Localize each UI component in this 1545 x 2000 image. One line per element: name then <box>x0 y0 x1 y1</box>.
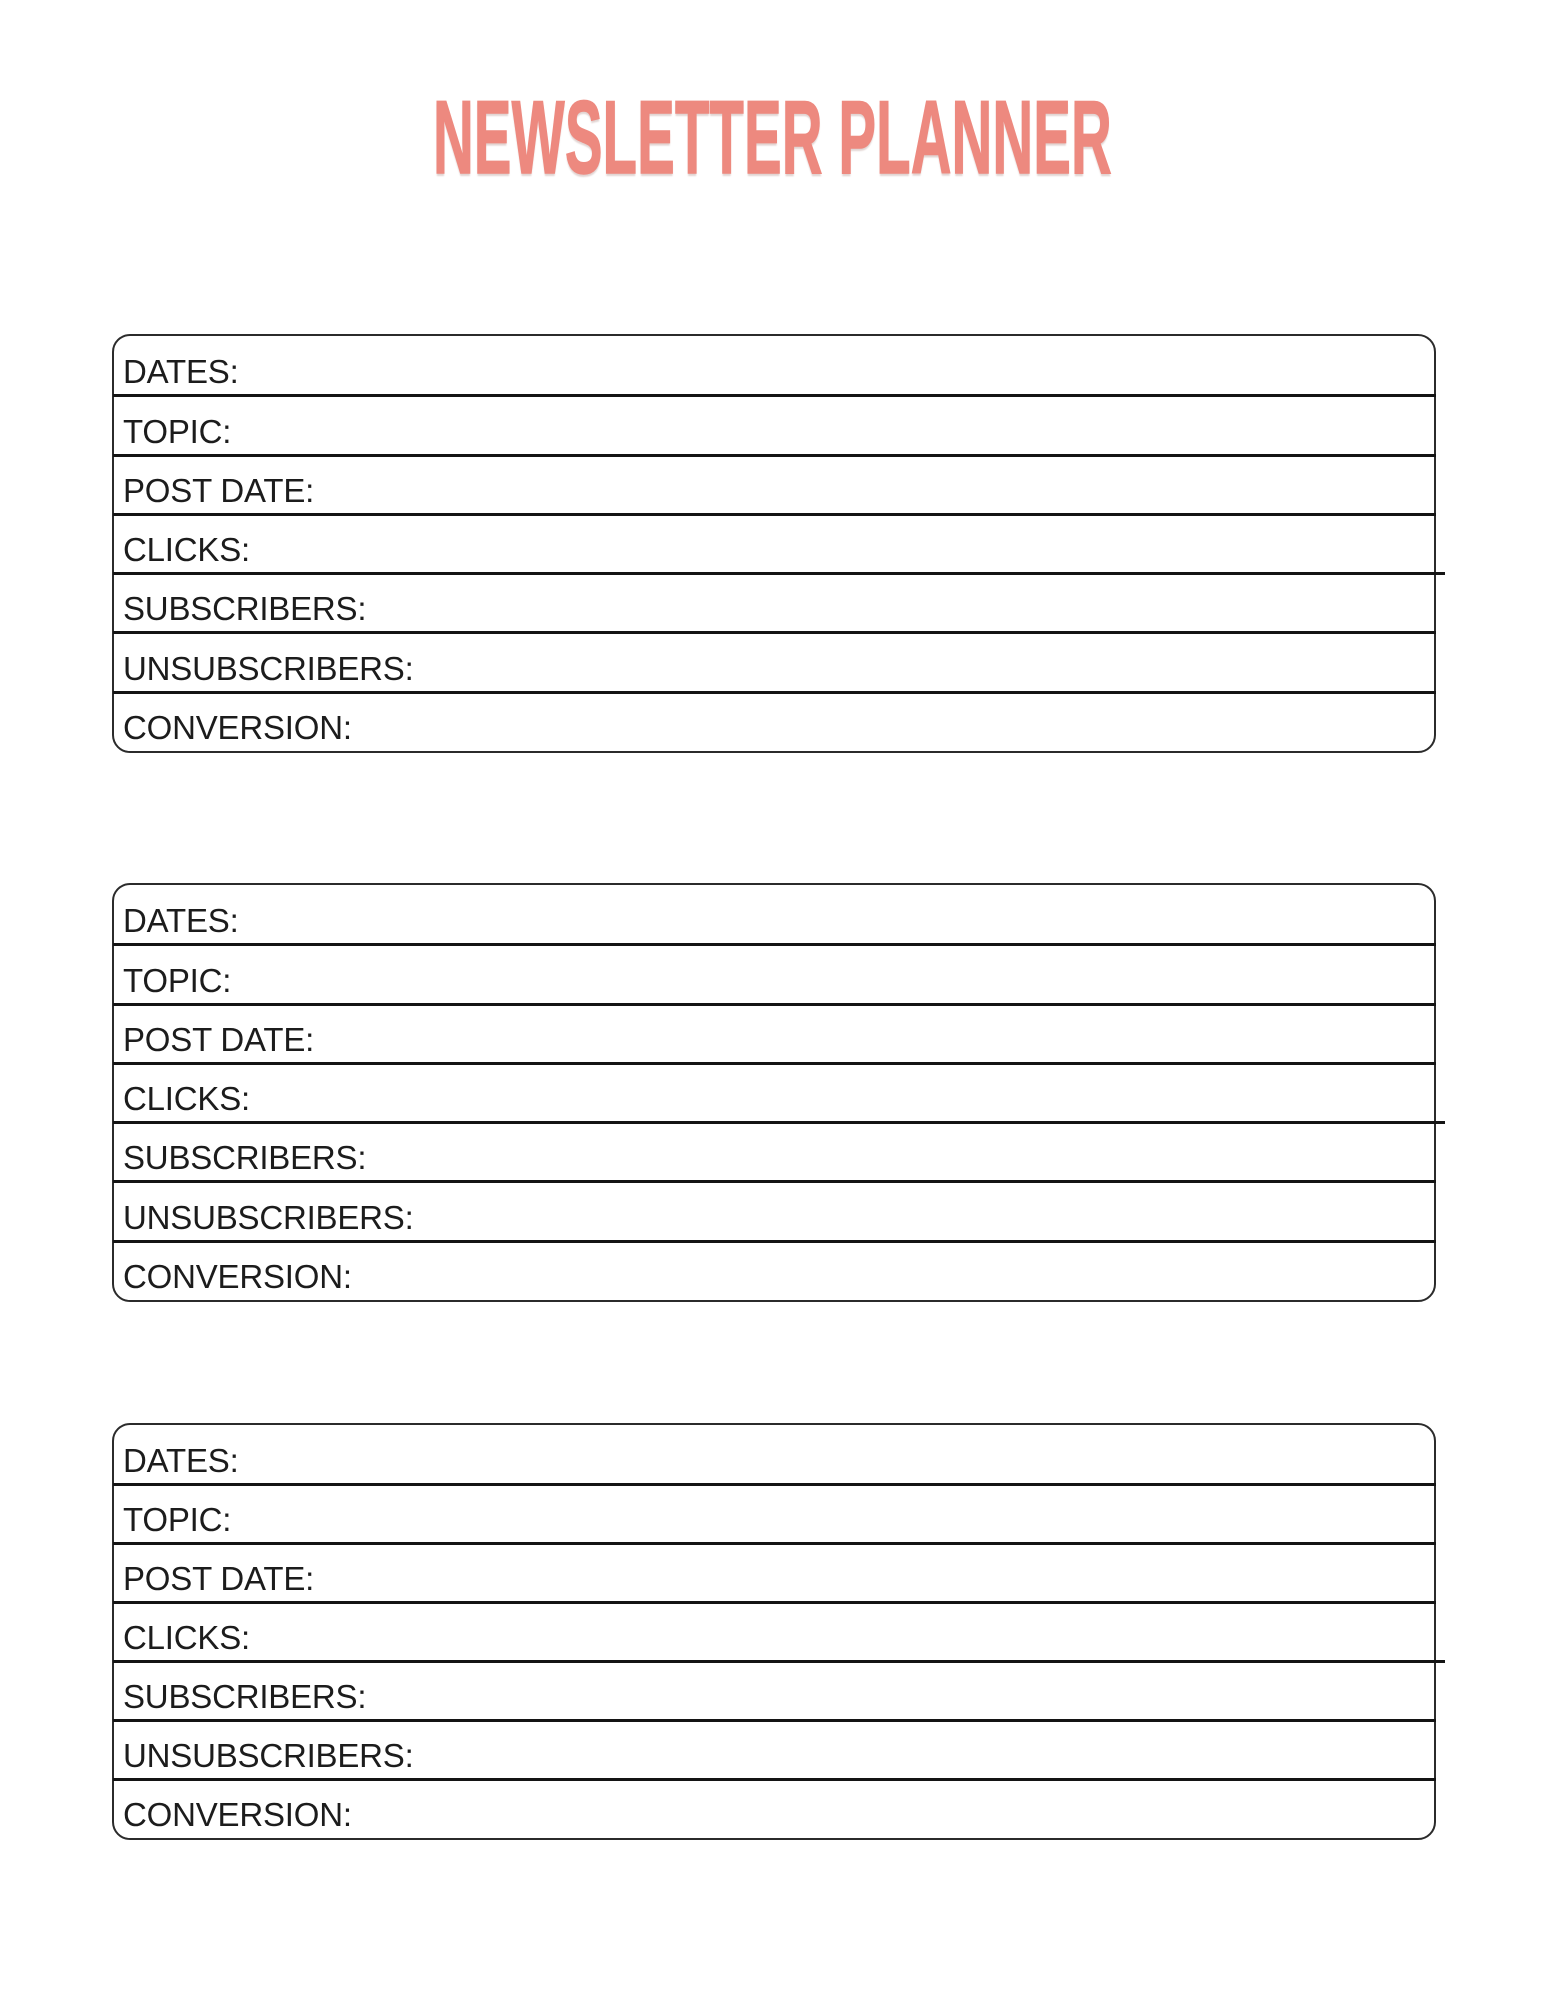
row-unsubscribers <box>114 1720 1434 1779</box>
unsubscribers-label: UNSUBSCRIBERS: <box>123 649 414 687</box>
unsubscribers-input[interactable] <box>414 1181 1422 1236</box>
topic-label: TOPIC: <box>123 961 232 999</box>
conversion-input[interactable] <box>352 692 1422 747</box>
dates-label: DATES: <box>123 902 239 940</box>
unsubscribers-input[interactable] <box>414 1720 1422 1775</box>
page-header <box>0 80 1545 196</box>
row-topic <box>114 944 1434 1003</box>
topic-label: TOPIC: <box>123 412 232 450</box>
post-date-input[interactable] <box>314 455 1422 510</box>
unsubscribers-label: UNSUBSCRIBERS: <box>123 1198 414 1236</box>
row-post-date <box>114 455 1434 514</box>
dates-input[interactable] <box>239 885 1422 940</box>
row-dates <box>114 1425 1434 1484</box>
row-unsubscribers <box>114 1181 1434 1240</box>
dates-label: DATES: <box>123 1442 239 1479</box>
clicks-input[interactable] <box>250 1602 1422 1657</box>
row-clicks <box>114 1063 1434 1122</box>
row-subscribers <box>114 1661 1434 1720</box>
subscribers-label: SUBSCRIBERS: <box>123 590 367 628</box>
topic-input[interactable] <box>231 395 1422 450</box>
post-date-input[interactable] <box>314 1004 1422 1059</box>
row-subscribers <box>114 1122 1434 1181</box>
subscribers-input[interactable] <box>366 1661 1422 1716</box>
post-date-label: POST DATE: <box>123 471 315 509</box>
row-post-date <box>114 1004 1434 1063</box>
clicks-label: CLICKS: <box>123 531 250 569</box>
subscribers-label: SUBSCRIBERS: <box>123 1678 367 1715</box>
subscribers-label: SUBSCRIBERS: <box>123 1139 367 1177</box>
subscribers-input[interactable] <box>366 573 1422 628</box>
dates-input[interactable] <box>239 336 1422 391</box>
row-dates <box>114 885 1434 944</box>
row-topic <box>114 395 1434 454</box>
row-conversion <box>114 692 1434 751</box>
clicks-input[interactable] <box>250 1063 1422 1118</box>
row-topic <box>114 1484 1434 1543</box>
page-title: NEWSLETTER PLANNER <box>433 80 1112 196</box>
planner-section-1 <box>112 334 1436 753</box>
topic-input[interactable] <box>231 1484 1422 1539</box>
planner-section-3 <box>112 1423 1436 1840</box>
row-conversion <box>114 1241 1434 1300</box>
row-unsubscribers <box>114 632 1434 691</box>
topic-input[interactable] <box>231 944 1422 999</box>
conversion-label: CONVERSION: <box>123 708 352 746</box>
row-dates <box>114 336 1434 395</box>
clicks-input[interactable] <box>250 514 1422 569</box>
unsubscribers-label: UNSUBSCRIBERS: <box>123 1737 414 1774</box>
conversion-label: CONVERSION: <box>123 1796 352 1833</box>
conversion-input[interactable] <box>352 1241 1422 1296</box>
clicks-label: CLICKS: <box>123 1619 250 1656</box>
topic-label: TOPIC: <box>123 1501 232 1538</box>
row-post-date <box>114 1543 1434 1602</box>
clicks-label: CLICKS: <box>123 1080 250 1118</box>
post-date-input[interactable] <box>314 1543 1422 1598</box>
unsubscribers-input[interactable] <box>414 632 1422 687</box>
row-conversion <box>114 1779 1434 1838</box>
post-date-label: POST DATE: <box>123 1020 315 1058</box>
dates-label: DATES: <box>123 353 239 391</box>
planner-section-2 <box>112 883 1436 1302</box>
conversion-input[interactable] <box>352 1779 1422 1834</box>
post-date-label: POST DATE: <box>123 1560 315 1597</box>
row-clicks <box>114 514 1434 573</box>
dates-input[interactable] <box>239 1425 1422 1480</box>
row-clicks <box>114 1602 1434 1661</box>
row-subscribers <box>114 573 1434 632</box>
subscribers-input[interactable] <box>366 1122 1422 1177</box>
conversion-label: CONVERSION: <box>123 1257 352 1295</box>
